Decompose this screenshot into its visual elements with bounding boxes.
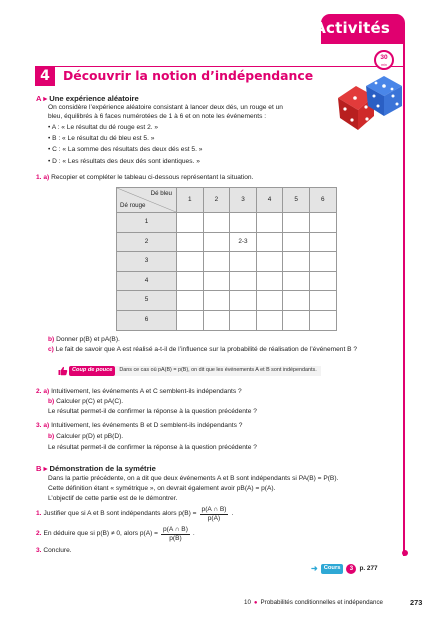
table-row — [117, 271, 337, 291]
table-row — [117, 310, 337, 330]
table-cell — [309, 310, 336, 330]
table-cell — [256, 213, 283, 233]
section-b-question-1: 1. Justifier que si A et B sont indépendants alors p(B) = $\frac{p(A \cap B)}{p(A)}$ . — [36, 506, 234, 522]
section-b-intro-1: Dans la partie précédente, on a dit que deux événements A et B sont indépendants si PA(B) = P(B). — [48, 475, 339, 482]
row-header: 6 — [117, 310, 177, 330]
question-2a — [36, 388, 242, 397]
section-b-title: Démonstration de la symétrie — [49, 464, 156, 473]
table-cell — [203, 252, 230, 272]
question-3b-label: b) — [48, 433, 55, 440]
row-header: 2 — [117, 232, 177, 252]
fraction-numerator: p(A ∩ B) — [163, 526, 188, 533]
section-b-question-3-text: Conclure. — [43, 547, 72, 554]
table-cell — [256, 232, 283, 252]
question-3b — [48, 433, 123, 442]
footer-chapter — [244, 599, 383, 607]
question-2a-label: a) — [43, 388, 50, 395]
section-b-question-2-number: 2. — [36, 530, 42, 538]
question-1a-label: a) — [43, 174, 50, 181]
question-1a — [36, 174, 253, 183]
row-header: 5 — [117, 291, 177, 311]
thumbs-up-icon — [58, 366, 68, 376]
activity-number: 4 — [35, 66, 55, 86]
section-a-letter: A — [36, 94, 42, 103]
course-reference-link[interactable] — [311, 564, 378, 575]
table-cell — [283, 213, 310, 233]
fraction-denominator: p(A) — [207, 515, 221, 522]
section-a-heading: A ▸ Une expérience aléatoire — [36, 94, 139, 103]
section-b-intro-2: Cette définition étant « symétrique », on devrait également avoir pB(A) = p(A). — [48, 485, 276, 492]
column-header: 2 — [203, 188, 230, 213]
column-header: 3 — [230, 188, 257, 213]
hint-badge: Coup de pouce — [69, 366, 115, 376]
section-b-question-3 — [36, 547, 72, 556]
event-c: • C : « La somme des résultats des deux dés est 5. » — [48, 146, 203, 153]
table-cell — [230, 310, 257, 330]
question-1c-label: c) — [48, 346, 54, 353]
course-number: 3 — [346, 564, 356, 574]
chapter-title: Probabilités conditionnelles et indépendance — [260, 599, 383, 606]
table-cell — [283, 232, 310, 252]
question-3a-text: Intuitivement, les événements B et D semblent-ils indépendants ? — [51, 422, 243, 429]
table-cell — [177, 232, 204, 252]
section-b-question-1-text: Justifier que si A et B sont indépendants alors p(B) = — [43, 510, 197, 518]
table-cell — [256, 310, 283, 330]
question-2-number: 2. — [36, 388, 42, 395]
table-cell — [283, 252, 310, 272]
dice-results-table — [116, 187, 337, 331]
section-b-letter: B — [36, 464, 42, 473]
table-cell: 2-3 — [230, 232, 257, 252]
timer-minutes: 30 — [380, 54, 388, 61]
column-header: 5 — [283, 188, 310, 213]
section-b-question-2-text: En déduire que si p(B) ≠ 0, alors p(A) = — [43, 530, 158, 538]
table-row — [117, 213, 337, 233]
table-cell — [309, 252, 336, 272]
table-cell — [230, 291, 257, 311]
table-cell — [283, 291, 310, 311]
column-header: 4 — [256, 188, 283, 213]
table-cell — [256, 252, 283, 272]
table-cell — [177, 291, 204, 311]
table-cell — [230, 271, 257, 291]
table-cell — [309, 213, 336, 233]
column-header: 6 — [309, 188, 336, 213]
table-cell — [203, 291, 230, 311]
question-1b — [48, 336, 120, 345]
section-b-question-2: 2. En déduire que si p(B) ≠ 0, alors p(A) = $\frac{p(A \cap B)}{p(B)}$ . — [36, 526, 195, 542]
timer-icon — [374, 50, 394, 70]
table-cell — [203, 232, 230, 252]
bullet-icon: ● — [253, 600, 258, 607]
row-header: 1 — [117, 213, 177, 233]
fraction-p-a-inter-b-over-p-b — [161, 526, 190, 543]
event-a: • A : « Le résultat du dé rouge est 2. » — [48, 124, 159, 131]
table-row — [117, 232, 337, 252]
course-badge: Cours — [321, 564, 344, 574]
table-cell — [230, 213, 257, 233]
event-b: • B : « Le résultat du dé bleu est 5. » — [48, 135, 155, 142]
table-cell — [283, 310, 310, 330]
table-cell — [309, 232, 336, 252]
question-2a-text: Intuitivement, les événements A et C semblent-ils indépendants ? — [51, 388, 242, 395]
question-3b-text: Calculer p(D) et pB(D). — [56, 433, 124, 440]
fraction-numerator: p(A ∩ B) — [201, 506, 227, 513]
question-1-number: 1. — [36, 174, 42, 181]
question-1b-label: b) — [48, 336, 55, 343]
table-cell — [230, 252, 257, 272]
table-corner — [117, 188, 177, 213]
section-a-intro-2: bleu, équilibrés à 6 faces numérotées de 1 à 6 et on note les événements : — [48, 113, 267, 120]
table-cell — [309, 291, 336, 311]
column-header: 1 — [177, 188, 204, 213]
table-cell — [177, 213, 204, 233]
chapter-number: 10 — [244, 599, 251, 606]
section-b-intro-3: L’objectif de cette partie est de le démontrer. — [48, 495, 178, 502]
table-row — [117, 252, 337, 272]
column-axis-label: Dé bleu — [150, 190, 172, 197]
dice-illustration — [336, 74, 404, 132]
question-2b — [48, 398, 123, 407]
table-cell — [203, 271, 230, 291]
table-row — [117, 291, 337, 311]
section-b-question-1-number: 1. — [36, 510, 42, 518]
section-b-heading: B ▸ Démonstration de la symétrie — [36, 464, 156, 473]
right-margin-dot — [402, 550, 408, 556]
table-cell — [283, 271, 310, 291]
course-page: p. 277 — [359, 565, 378, 573]
row-header: 3 — [117, 252, 177, 272]
page-number: 273 — [410, 598, 423, 607]
question-2b-text: Calculer p(C) et pA(C). — [56, 398, 124, 405]
table-cell — [256, 291, 283, 311]
question-1b-text: Donner p(B) et pA(B). — [56, 336, 120, 343]
row-axis-label: Dé rouge — [120, 201, 146, 209]
table-cell — [177, 252, 204, 272]
section-a-intro-1: On considère l’expérience aléatoire consistant à lancer deux dés, un rouge et un — [48, 104, 283, 111]
question-3a — [36, 422, 242, 431]
section-b-question-3-number: 3. — [36, 547, 42, 554]
table-cell — [309, 271, 336, 291]
activities-tab-label: Activités — [314, 19, 390, 37]
table-cell — [177, 310, 204, 330]
question-3c-text: Le résultat permet-il de confirmer la réponse à la question précédente ? — [48, 444, 257, 451]
fraction-p-a-inter-b-over-p-a — [200, 506, 229, 523]
hint-box — [58, 366, 321, 376]
event-d: • D : « Les résultats des deux dés sont identiques. » — [48, 158, 200, 165]
page-title: Découvrir la notion d’indépendance — [63, 68, 314, 83]
question-3a-label: a) — [43, 422, 50, 429]
table-header-row — [117, 188, 337, 213]
question-2b-label: b) — [48, 398, 55, 405]
timer-unit: min — [381, 63, 387, 67]
question-1c — [48, 346, 357, 355]
table-cell — [256, 271, 283, 291]
question-3-number: 3. — [36, 422, 42, 429]
hint-text: Dans ce cas où pA(B) = p(B), on dit que les événements A et B sont indépendants. — [115, 366, 320, 375]
question-1a-text: Recopier et compléter le tableau ci-dessous représentant la situation. — [51, 174, 254, 181]
table-cell — [177, 271, 204, 291]
fraction-denominator: p(B) — [169, 535, 182, 542]
question-1c-text: Le fait de savoir que A est réalisé a-t-il de l’influence sur la probabilité de réalisation de l’événement B ? — [55, 346, 358, 353]
section-a-title: Une expérience aléatoire — [49, 94, 139, 103]
question-2c-text: Le résultat permet-il de confirmer la réponse à la question précédente ? — [48, 408, 257, 415]
arrow-right-icon: ➜ — [311, 564, 318, 573]
row-header: 4 — [117, 271, 177, 291]
table-cell — [203, 310, 230, 330]
table-cell — [203, 213, 230, 233]
